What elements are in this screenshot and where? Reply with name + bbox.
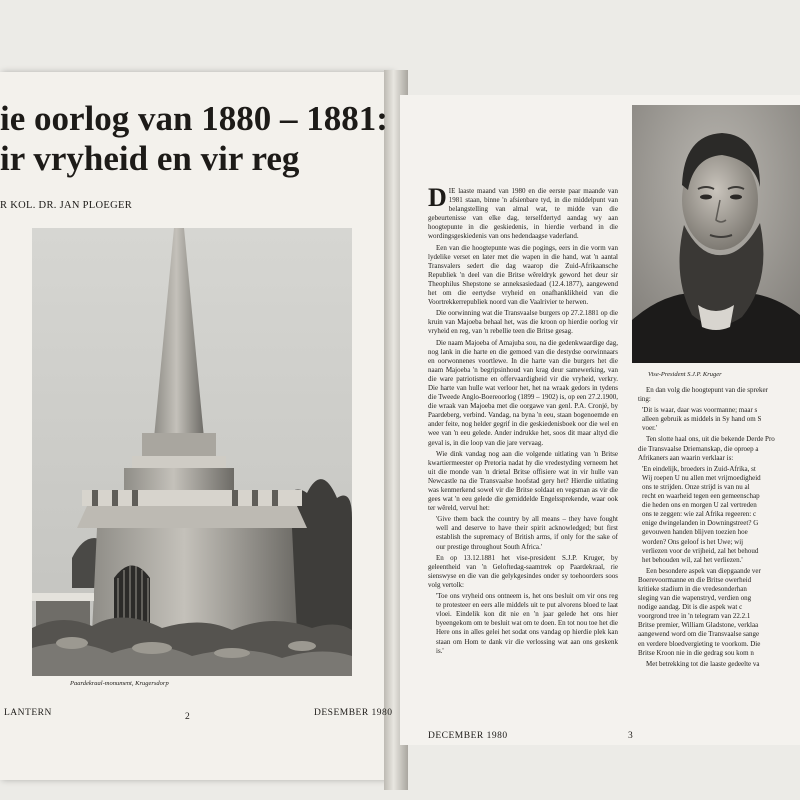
paragraph: En dan volg die hoogtepunt van die spreker ting: [638, 386, 768, 404]
paragraph: Ten slotte haal ons, uit die bekende Derde Pro die Transvaalse Driemanskap, die oproep a Afrikaners aan waarin verklaar is: [638, 435, 775, 462]
photo-caption: Paardekraal-monument, Krugersdorp [70, 680, 169, 687]
paragraph: Een besondere aspek van diepgaande ver Boerevoormanne en die Britse owerheid kritieke stadium in die vredesonderhan sleging van die wapenstryd, verdien ong nodige aandag. Dit is die aspek wat c voorgrond tree in 'n telegram van 22.2.1 Britse premier, William Gladstone, verklaa aangewend word om die Transvaalse sange en verdere bloedvergieting te voorkom. Die Britse Kroon nie in die gedrag sou kom n [638, 566, 761, 657]
article-column-two [638, 386, 800, 741]
monument-illustration [32, 228, 352, 676]
paragraph: Met betrekking tot die laaste gedeelte va [646, 659, 760, 668]
footer-date-left: DESEMBER 1980 [314, 708, 393, 718]
article-subtitle: ir vryheid en vir reg [0, 139, 300, 178]
portrait-illustration [632, 105, 800, 363]
paragraph: DIE laaste maand van 1980 en die eerste paar maande van 1981 staan, binne 'n afsienbare tyd, in die middelpunt van belangstelling van almal wat, te midde van die gebeurtenisse van elke dag, terselfdertyd aandag wy aan hoogtepunte in die geskiedenis, in hierdie verband in die wordingsgeskiedenis van ons hedendaagse vaderland. [428, 187, 618, 241]
article-title: ie oorlog van 1880 – 1881: [0, 99, 388, 138]
kruger-portrait [632, 105, 800, 363]
quotation: 'En eindelijk, broeders in Zuid-Afrika, st Wij roepen U nu allen met vrijmoedigheid ons te strijden. Onze strijd is van nu al recht en waarheid tegen een gemeenschap die heden ons en morgen U zal vertreden ons te zeggen: wie zal Afrika regeeren: c enige dwingelanden in Downingstreet? G gevouwen handen blijven toezien hoe worden? Ons geloof is het Uwe; wij verliezen voor de vrijheid, zal het behoud het behouden wil, zal het verliezen.' [642, 464, 761, 564]
author-byline: R KOL. DR. JAN PLOEGER [0, 200, 133, 211]
article-body [428, 187, 618, 730]
drop-cap: D [428, 187, 447, 212]
footer-magazine-name: LANTERN [4, 708, 52, 718]
monument-photo [32, 228, 352, 676]
paragraph: Die oorwinning wat die Transvaalse burgers op 27.2.1881 op die kruin van Majoeba behaal het, was die kroon op hierdie oorlog vir vryheid en reg, van 'n rebellie teen die Britse gesag. [428, 309, 618, 336]
paragraph: Wie dink vandag nog aan die volgende uitlating van 'n Britse kwartiermeester op Pretoria nadat hy die vredestyding verneem het uit die monde van 'n drietal Britse offisiere wat in vir hulle van Newcastle na die Transvaalse hoofstad gery het? Hierdie uitlating was kenmerkend sowel vir die Britse soldaat en vegsman as vir die gees wat 'n eeu gelede die gemiddelde Engelssprekende, waar ook ter wêreld, vervul het: [428, 449, 618, 513]
footer-date-right: DECEMBER 1980 [428, 731, 508, 741]
paragraph: Die naam Majoeba of Amajuba sou, na die gedenkwaardige dag, nog lank in die harte en die gemoed van die destydse oorwinnaars en oorwonnenes voortlewe. In die harte van die burgers het die naam Majoeba 'n begripsinhoud van krag deur samewerking, van die ware patriotisme en offervaardigheid vir die vryheid, verkry. Die harte van hulle wat verloor het, het na wraak gedors in tydens die Tweede Anglo-Boereoorlog (1899 – 1902) is, op een 27.2.1900, die wraak van Majoeba met die oorgawe van genl. P.A. Cronjé, by Paardeberg, verbind. Vandag, na byna 'n eeu, staan bogenoemde en ander feite, nog helder gegrif in die geskiedenisboek oor die wel en wee van 'n eeu gelede. Ander indrukke het, soos dit maar altyd die geval is, in die loop van die jare vervaag. [428, 338, 618, 447]
quotation: 'Dit is waar, daar was voormanne; maar s alleen gebruik as middels in Sy hand om S voer.' [642, 406, 762, 433]
page-number-right: 3 [628, 731, 634, 741]
portrait-caption: Vise-President S.J.P. Kruger [648, 371, 722, 378]
page-number-left: 2 [185, 712, 191, 722]
paragraph: En op 13.12.1881 het vise-president S.J.P. Kruger, by geleentheid van 'n Geloftedag-saamtrek op Paardekraal, rie sienswyse en die van die gelykgesindes onder sy toehoorders soos volg vertolk: [428, 553, 618, 589]
quotation: 'Toe ons vryheid ons ontneem is, het ons besluit om vir ons reg te protesteer en eers alle middels uit te put alvorens bloed te laat vloei. Eindelik kon dit nie en 'n jaar gelede het ons hier byeengekom om te besluit wat om te doen. En tot nou toe het die Here ons in alles gelei het sodat ons vandag op hierdie plek kan staan om Hom te dank vir die verlossing wat aan ons geskenk is.' [436, 592, 618, 655]
paragraph: Een van die hoogtepunte was die pogings, eers in die vorm van lydelike verset en later met die wapen in die hand, wat 'n aantal Transvalers sedert die dag waarop die Zuid-Afrikaansche Republiek 'n deel van die Britse wêreldryk geword het deur sir Theophilus Shepstone se anneksasiedaad (12.4.1877), aangewend het om die eertydse vryheid en onafhanklikheid van die Voortrekkerrepubliek noord van die Vaalrivier te herwen. [428, 243, 618, 307]
quotation: 'Give them back the country by all means – they have fought well and deserve to have their spirit acknowledged; but first establish the supremacy of British arms, if only for the sake of our prestige throughout South Africa.' [436, 515, 618, 551]
